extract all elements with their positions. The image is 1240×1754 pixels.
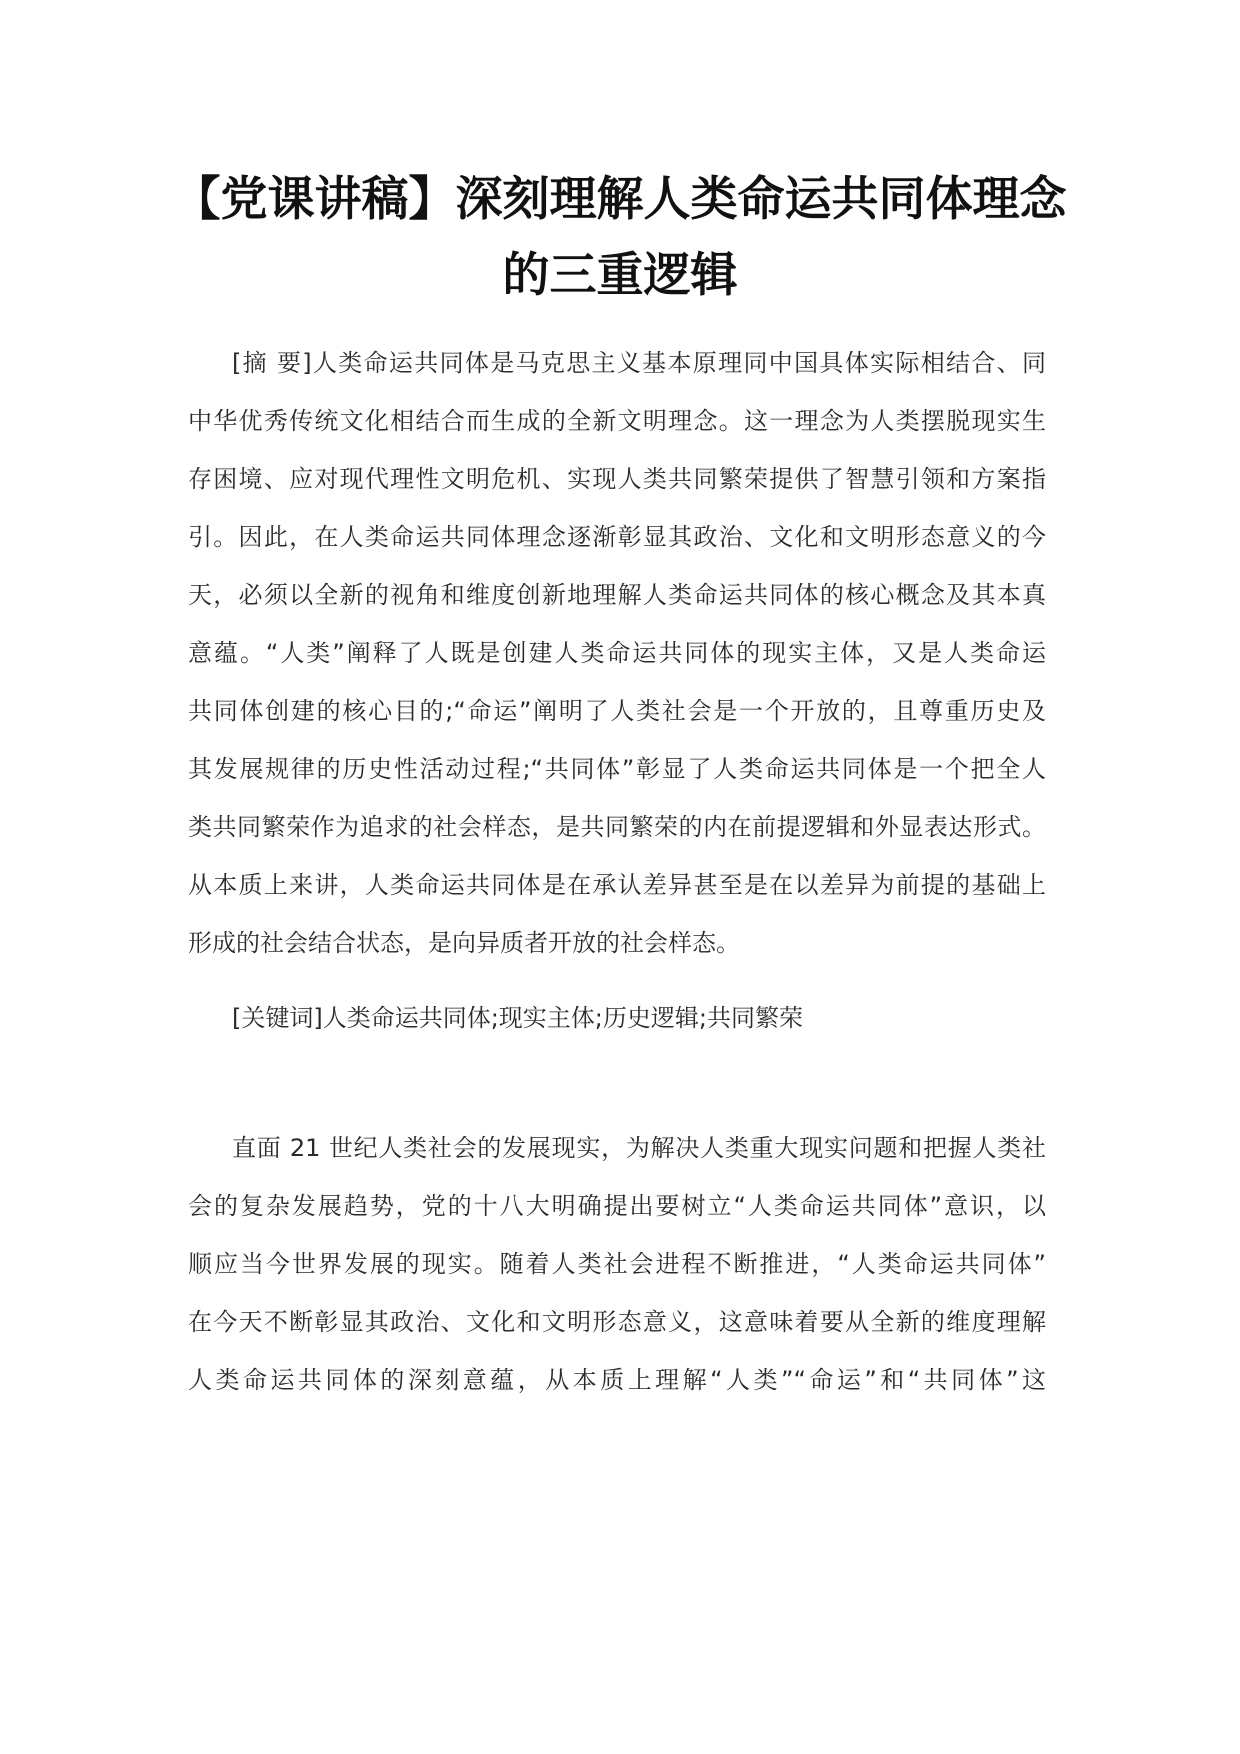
body-line: 顺应当今世界发展的现实。随着人类社会进程不断推进，“人类命运共同体”: [188, 1250, 1046, 1278]
abstract-line: 其发展规律的历史性活动过程;“共同体”彰显了人类命运共同体是一个把全人: [188, 755, 1046, 783]
body-line: 人类命运共同体的深刻意蕴，从本质上理解“人类”“命运”和“共同体”这: [188, 1366, 1046, 1394]
title-line-2: 的三重逻辑: [502, 248, 738, 303]
abstract-line: 意蕴。“人类”阐释了人既是创建人类命运共同体的现实主体，又是人类命运: [188, 639, 1046, 667]
abstract-line: 引。因此，在人类命运共同体理念逐渐彰显其政治、文化和文明形态意义的今: [188, 523, 1046, 551]
keywords-line: [关键词]人类命运共同体;现实主体;历史逻辑;共同繁荣: [232, 1004, 803, 1032]
body-line: 在今天不断彰显其政治、文化和文明形态意义，这意味着要从全新的维度理解: [188, 1308, 1046, 1336]
abstract-line: 类共同繁荣作为追求的社会样态，是共同繁荣的内在前提逻辑和外显表达形式。: [188, 813, 1046, 841]
body-line: 会的复杂发展趋势，党的十八大明确提出要树立“人类命运共同体”意识，以: [188, 1192, 1046, 1220]
page-title: [150, 162, 1090, 314]
title-line-1: 【党课讲稿】深刻理解人类命运共同体理念: [173, 172, 1067, 227]
abstract-line: 天，必须以全新的视角和维度创新地理解人类命运共同体的核心概念及其本真: [188, 581, 1046, 609]
abstract-line: 存困境、应对现代理性文明危机、实现人类共同繁荣提供了智慧引领和方案指: [188, 465, 1046, 493]
abstract-line: 共同体创建的核心目的;“命运”阐明了人类社会是一个开放的，且尊重历史及: [188, 697, 1046, 725]
abstract-line: 从本质上来讲，人类命运共同体是在承认差异甚至是在以差异为前提的基础上: [188, 871, 1046, 899]
body-line: 直面 21 世纪人类社会的发展现实，为解决人类重大现实问题和把握人类社: [232, 1134, 1046, 1162]
abstract-line: 中华优秀传统文化相结合而生成的全新文明理念。这一理念为人类摆脱现实生: [188, 407, 1046, 435]
abstract-line: 形成的社会结合状态，是向异质者开放的社会样态。: [188, 929, 740, 957]
abstract-line: [摘 要]人类命运共同体是马克思主义基本原理同中国具体实际相结合、同: [232, 349, 1046, 377]
